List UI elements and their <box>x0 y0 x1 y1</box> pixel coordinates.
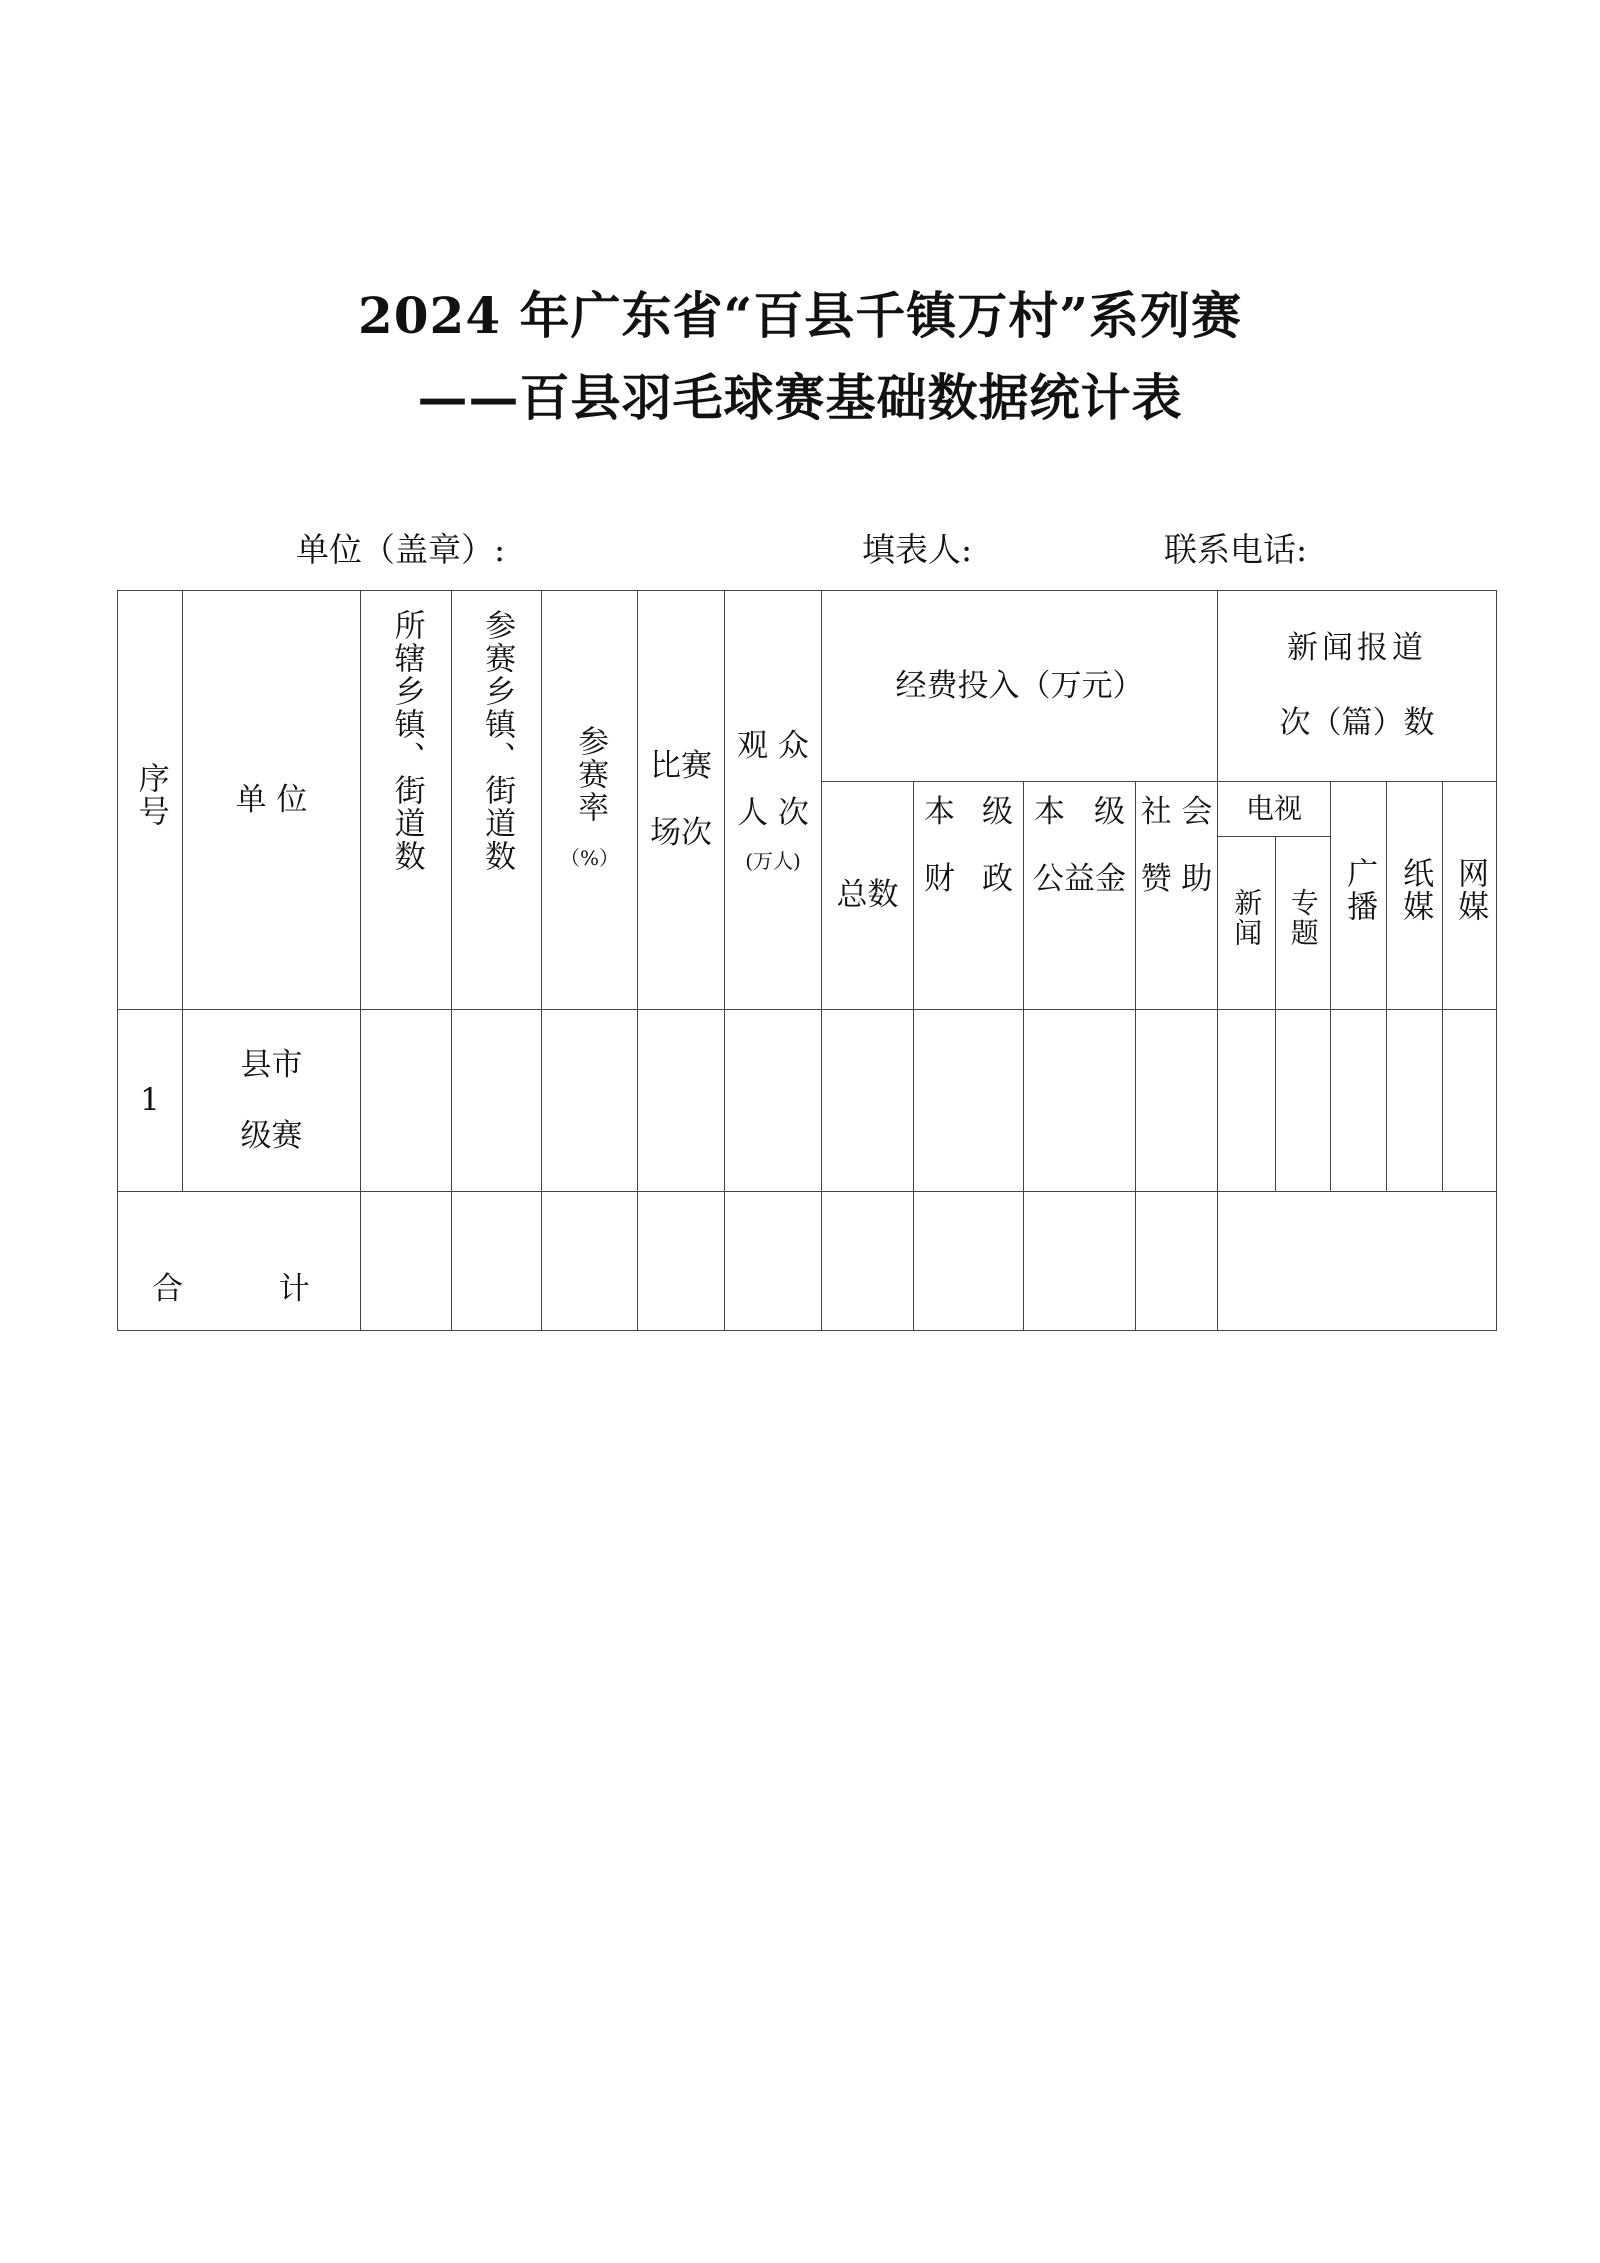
total-towns-participating <box>452 1192 542 1331</box>
header-news-reports: 新闻报道 次（篇）数 <box>1218 591 1497 782</box>
cell-funding-finance <box>914 1010 1024 1192</box>
header-towns-participating: 参赛乡镇、街道数 <box>452 591 542 1010</box>
cell-online-media <box>1443 1010 1497 1192</box>
row-unit: 县市 级赛 <box>183 1010 361 1192</box>
header-unit: 单 位 <box>183 591 361 1010</box>
total-towns-total <box>361 1192 452 1331</box>
filler-label: 填表人: <box>862 530 973 569</box>
total-label: 合 计 <box>118 1192 361 1331</box>
total-row <box>118 1192 1497 1331</box>
header-participation-rate: 参赛率 （%） <box>542 591 638 1010</box>
header-funding-finance: 本 级 财 政 <box>914 782 1024 1010</box>
cell-funding-lottery <box>1024 1010 1136 1192</box>
total-funding-finance <box>914 1192 1024 1331</box>
header-funding: 经费投入（万元） <box>822 591 1218 782</box>
total-participation-rate <box>542 1192 638 1331</box>
cell-paper-media <box>1387 1010 1443 1192</box>
cell-radio <box>1331 1010 1387 1192</box>
header-paper-media: 纸媒 <box>1387 782 1443 1010</box>
cell-towns-total <box>361 1010 452 1192</box>
document-title-line2: ——百县羽毛球赛基础数据统计表 <box>417 368 1183 427</box>
total-matches <box>638 1192 725 1331</box>
row-seq: 1 <box>118 1010 183 1192</box>
total-funding-sponsorship <box>1136 1192 1218 1331</box>
table-row <box>118 1010 1497 1192</box>
total-funding-total <box>822 1192 914 1331</box>
unit-stamp-label: 单位（盖章）: <box>296 530 506 569</box>
header-funding-lottery: 本 级 公益金 <box>1024 782 1136 1010</box>
header-tv: 电视 <box>1218 782 1331 837</box>
cell-tv-news <box>1218 1010 1276 1192</box>
document-title-line1: 2024 年广东省“百县千镇万村”系列赛 <box>357 286 1243 345</box>
header-seq: 序号 <box>118 591 183 1010</box>
phone-label: 联系电话: <box>1164 530 1308 569</box>
header-funding-total: 总数 <box>822 782 914 1010</box>
header-matches: 比赛 场次 <box>638 591 725 1010</box>
cell-tv-special <box>1276 1010 1331 1192</box>
total-news-reports <box>1218 1192 1497 1331</box>
header-radio: 广播 <box>1331 782 1387 1010</box>
cell-funding-sponsorship <box>1136 1010 1218 1192</box>
total-funding-lottery <box>1024 1192 1136 1331</box>
cell-matches <box>638 1010 725 1192</box>
header-online-media: 网媒 <box>1443 782 1497 1010</box>
cell-funding-total <box>822 1010 914 1192</box>
header-tv-special: 专题 <box>1276 837 1331 1010</box>
header-funding-sponsorship: 社 会 赞 助 <box>1136 782 1218 1010</box>
cell-towns-participating <box>452 1010 542 1192</box>
header-towns-total: 所辖乡镇、街道数 <box>361 591 452 1010</box>
cell-audience <box>725 1010 822 1192</box>
total-audience <box>725 1192 822 1331</box>
statistics-table <box>117 590 1497 1331</box>
header-tv-news: 新闻 <box>1218 837 1276 1010</box>
cell-participation-rate <box>542 1010 638 1192</box>
header-audience: 观 众 人 次 (万人) <box>725 591 822 1010</box>
